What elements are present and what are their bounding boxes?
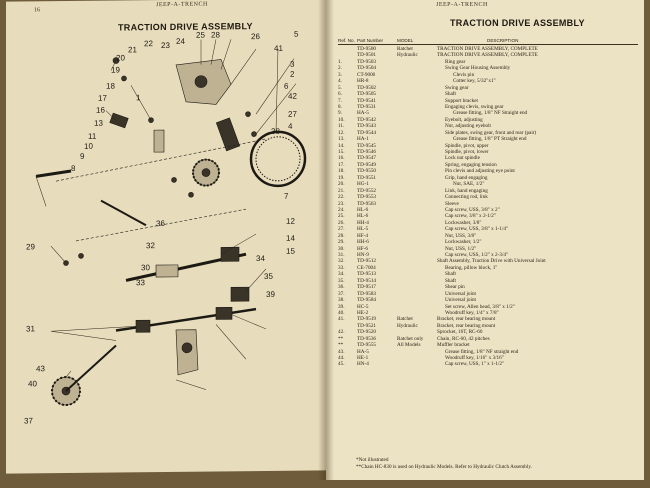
description-cell: Bracket, rear bearing mount	[437, 316, 496, 323]
callout: 12	[286, 216, 295, 226]
callout: 43	[36, 364, 45, 374]
ref-cell: 23.	[338, 200, 345, 207]
part-number-cell: TD-9500	[357, 46, 377, 52]
callout: 9	[80, 151, 85, 161]
description-cell: Clevis pin	[453, 71, 475, 78]
ref-cell: 33.	[338, 264, 345, 271]
ref-cell: 38.	[338, 297, 345, 304]
part-number-cell: TD-9512	[357, 258, 377, 265]
model-cell: Hydraulic	[397, 322, 418, 329]
callout: 23	[161, 40, 170, 51]
part-number-cell: TD-9551	[357, 174, 377, 181]
callout: 28	[211, 30, 220, 40]
part-number-cell: TD-9553	[357, 194, 377, 201]
parts-table-body	[338, 46, 638, 368]
part-number-cell: HR-8	[357, 78, 369, 85]
ref-cell: **	[338, 342, 344, 349]
footnote: **Chain HC-830 is used on Hydraulic Models. Refer to Hydraulic Clutch Assembly.	[356, 464, 532, 470]
part-number-cell: HL-5	[357, 226, 369, 233]
ref-cell: 30.	[338, 245, 345, 252]
part-number-cell: TD-9501	[357, 52, 377, 59]
ref-cell: 18.	[338, 168, 345, 175]
left-page	[6, 0, 326, 474]
ref-cell: 40.	[338, 309, 345, 316]
description-cell: Ring gear	[445, 58, 466, 65]
callout: 37	[24, 416, 33, 426]
callout: 14	[286, 233, 295, 243]
description-cell: Link, hand engaging	[445, 187, 488, 194]
description-cell: Shaft Assembly, Traction Drive with Universal Joint	[437, 258, 546, 265]
callout: 7	[284, 191, 289, 201]
part-number-cell: HG-1	[357, 181, 369, 188]
ref-cell: 25.	[338, 213, 345, 220]
description-cell: Cap screw, 3/8" x 2-1/2"	[445, 213, 497, 220]
callout: 33	[136, 278, 145, 288]
part-number-cell: TD-9505	[357, 91, 377, 98]
header-description: DESCRIPTION	[487, 38, 519, 43]
part-number-cell: TD-9584	[357, 297, 377, 304]
callout: 4	[288, 121, 293, 131]
header-ref: Ref. No.	[338, 38, 355, 43]
description-cell: Connecting rod, link	[445, 194, 488, 201]
callout: 22	[144, 39, 153, 49]
callout: 5	[294, 29, 299, 39]
callout: 18	[106, 81, 115, 91]
callout: 40	[28, 379, 37, 389]
ref-cell: 27.	[338, 226, 345, 233]
ref-cell: 24.	[338, 206, 345, 213]
gear-housing	[176, 59, 240, 151]
header-part-number: Part Number	[357, 38, 384, 43]
part-number-cell: HF-4	[357, 232, 368, 239]
callout: 32	[146, 241, 155, 251]
part-number-cell: CT-9006	[357, 71, 376, 78]
swing-gear	[193, 159, 219, 185]
part-number-cell: TD-9521	[357, 322, 377, 329]
model-cell	[397, 361, 437, 367]
description-cell: Spindle, pivot, lower	[445, 149, 489, 155]
part-number-cell: HL-6	[357, 206, 369, 213]
part-number-cell: TD-9536	[357, 335, 377, 342]
part-number-cell: HE-2	[357, 309, 369, 316]
ref-cell: 34.	[338, 271, 345, 278]
part-number-cell: TD-9514	[357, 277, 377, 284]
description-cell: Side plates, swing gear, front and rear (pair)	[445, 129, 537, 136]
part-number-cell: TD-9547	[357, 155, 377, 162]
description-cell: Nut, USS, 3/8"	[445, 232, 477, 239]
description-cell: Eyebolt, adjusting	[445, 116, 483, 123]
part-number-cell: TD-9583	[357, 290, 377, 297]
right-page-title: TRACTION DRIVE ASSEMBLY	[450, 18, 585, 28]
model-cell: All Models	[397, 342, 421, 349]
ref-cell: 7.	[338, 97, 342, 104]
part-number-cell: TD-9552	[357, 187, 377, 194]
description-cell: Shear pin	[445, 284, 465, 291]
description-cell: Bracket, rear bearing mount	[437, 322, 496, 329]
description-cell: Nut, USS, 1/2"	[445, 245, 477, 252]
description-cell: Universal joint	[445, 290, 476, 297]
part-number-cell: HA-1	[357, 136, 369, 143]
callout: 20	[116, 53, 125, 63]
description-cell: TRACTION DRIVE ASSEMBLY, COMPLETE	[437, 52, 538, 59]
description-cell: Grease fitting, 1/8" PT Straight end	[453, 136, 527, 143]
part-number-cell: TD-9504	[357, 65, 377, 72]
description-cell: Cap screw, USS, 1" x 1-1/2"	[445, 361, 505, 368]
part-number-cell: HH-4	[357, 219, 369, 226]
description-cell: Woodruff key, 1/16" x 3/16"	[445, 355, 504, 361]
model-cell: Ratchet only	[397, 335, 424, 342]
ref-cell: 44.	[338, 355, 345, 361]
description-cell: Spindle, pivot, upper	[445, 142, 489, 149]
callout: 8	[71, 163, 76, 173]
page-number: 16	[34, 7, 40, 14]
parts-list-table	[338, 38, 638, 368]
description-cell: Grease fitting, 1/8" NF straight end	[445, 348, 519, 355]
part-number-cell: HL-6	[357, 213, 369, 220]
ref-cell: 37.	[338, 290, 345, 297]
part-number-cell: TD-9541	[357, 97, 377, 104]
callout-numbers	[24, 30, 299, 426]
bearing-bracket	[176, 330, 198, 375]
ref-cell: 15.	[338, 149, 345, 155]
callout: 2	[290, 69, 295, 79]
description-cell: TRACTION DRIVE ASSEMBLY, COMPLETE	[437, 46, 538, 52]
ref-cell: 29.	[338, 239, 345, 246]
ref-cell: 12.	[338, 129, 345, 136]
description-cell: Support bracket	[445, 97, 478, 104]
callout: 10	[84, 141, 93, 151]
table-row	[338, 361, 638, 367]
description-cell: Grease fitting, 1/8" NF Straight end	[453, 110, 528, 117]
part-number-cell: TD-9555	[357, 342, 377, 349]
description-cell: Shaft	[445, 277, 456, 284]
ref-cell: 11.	[338, 123, 345, 130]
callout: 26	[251, 32, 260, 42]
ref-cell: 2.	[338, 65, 342, 72]
part-number-cell: TD-9543	[357, 123, 377, 130]
model-cell: Ratchet	[397, 46, 413, 52]
callout: 11	[88, 131, 97, 141]
part-number-cell: HF-6	[357, 245, 368, 252]
ref-cell: 36.	[338, 284, 345, 291]
part-number-cell: HA-5	[357, 110, 369, 117]
ref-cell: 19.	[338, 174, 345, 181]
description-cell: Lockwasher, 3/8"	[445, 219, 482, 226]
part-number-cell: TD-9563	[357, 200, 377, 207]
callout: 29	[26, 242, 35, 252]
description-cell: Engaging clevis, swing gear	[445, 103, 504, 110]
callout: 3	[290, 59, 295, 69]
ref-cell: 17.	[338, 161, 345, 168]
footnote: *Not illustrated	[356, 457, 389, 463]
callout: 42	[288, 91, 297, 101]
ref-cell: 1.	[338, 58, 342, 65]
callout: 31	[26, 324, 35, 334]
part-number-cell: TD-9513	[357, 271, 377, 278]
callout: 17	[98, 93, 107, 103]
footnotes	[356, 457, 532, 471]
callout: 36	[156, 219, 165, 229]
left-page-title: TRACTION DRIVE ASSEMBLY	[118, 21, 253, 33]
part-number-cell: TD-9502	[357, 84, 377, 91]
part-number-cell: CE-7004	[357, 264, 376, 271]
book-gutter	[318, 0, 334, 480]
model-cell: Hydraulic	[397, 52, 418, 59]
description-cell: Lockwasher, 1/2"	[445, 239, 482, 246]
part-number-cell: TD-9519	[357, 316, 377, 323]
part-number-cell: HN-9	[357, 252, 369, 258]
callout: 27	[288, 109, 297, 119]
callout: 6	[284, 81, 289, 91]
callout: 13	[94, 118, 103, 128]
description-cell: Nut, SAE, 1/2"	[453, 181, 485, 188]
description-cell: Pin clevis and adjusting eye point	[445, 168, 515, 175]
ref-cell: 35.	[338, 277, 345, 284]
callout: 35	[264, 271, 273, 281]
callout: 21	[127, 45, 137, 55]
part-number-cell: TD-9520	[357, 329, 377, 336]
description-cell: Chain, RC-60, 42 pitches	[437, 335, 490, 342]
part-number-cell: TD-9503	[357, 58, 377, 65]
ref-cell: 20.	[338, 181, 345, 188]
engaging-lever	[36, 113, 164, 227]
part-number-cell: TD-9517	[357, 284, 377, 291]
ref-cell: 31.	[338, 252, 345, 258]
running-head-right: JEEP-A-TRENCH	[436, 2, 488, 8]
description-cell: Sprocket, 16T, RC-60	[437, 329, 483, 336]
ref-cell: 10.	[338, 116, 345, 123]
ring-gear	[251, 132, 305, 187]
callout: 1	[136, 93, 141, 103]
ref-cell: 45.	[338, 361, 345, 368]
part-number-cell: TD-9544	[357, 129, 377, 136]
description-cell: Sleeve	[445, 200, 459, 207]
ref-cell: 14.	[338, 142, 345, 149]
description-cell: Spring, engaging tension	[445, 161, 497, 168]
part-number-cell: TD-9531	[357, 103, 377, 110]
ref-cell: 4.	[338, 78, 342, 85]
model-cell: Ratchet	[397, 316, 413, 323]
callout: 39	[266, 289, 275, 299]
ref-cell: **	[338, 335, 344, 342]
callout: 16	[96, 105, 105, 115]
part-number-cell: TD-9542	[357, 116, 377, 123]
callout: 30	[141, 263, 150, 273]
part-number-cell: HN-4	[357, 361, 369, 368]
ref-cell: 21.	[338, 187, 345, 194]
callout: 38	[271, 126, 280, 136]
ref-cell: 3.	[338, 71, 342, 78]
description-cell: Cap screw, USS, 3/8" x 2"	[445, 206, 500, 213]
ref-cell: 22.	[338, 194, 345, 201]
part-number-cell: HC-5	[357, 303, 369, 310]
ref-cell: 32.	[338, 258, 345, 265]
description-cell: Cotter key, 5/32"x1"	[453, 78, 496, 85]
parts-table-header	[338, 38, 638, 45]
callout: 25	[196, 30, 205, 40]
ref-cell: 43.	[338, 348, 345, 355]
ref-cell: 28.	[338, 232, 345, 239]
sprocket	[52, 346, 116, 406]
part-number-cell: TD-9546	[357, 149, 377, 155]
description-cell: Set screw, Allen head, 3/8" x 1/2"	[445, 303, 515, 310]
ref-cell: 42.	[338, 329, 345, 336]
callout: 15	[286, 246, 295, 256]
callout: 24	[176, 36, 185, 46]
callout: 41	[274, 43, 283, 53]
description-cell: Bearing, pillow block, 1"	[445, 264, 498, 271]
description-cell: Woodruff key, 1/4" x 7/8"	[445, 309, 499, 316]
description-cell: Shaft	[445, 91, 456, 98]
description-cell: Cap screw, USS, 3/8" x 1-1/4"	[445, 226, 509, 233]
header-model: MODEL	[397, 38, 414, 43]
ref-cell: 26.	[338, 219, 345, 226]
description-cell: Swing Gear Housing Assembly	[445, 65, 511, 72]
ref-cell: 8.	[338, 103, 342, 110]
universal-joint-shaft	[116, 247, 256, 332]
running-head-left: JEEP-A-TRENCH	[156, 1, 208, 9]
ref-cell: 6.	[338, 91, 342, 98]
ref-cell: 13.	[338, 136, 345, 143]
description-cell: Muffler bracket	[437, 342, 470, 349]
part-number-cell: HH-6	[357, 239, 369, 246]
callout: 34	[256, 253, 265, 264]
ref-cell: 9.	[338, 110, 342, 117]
callout: 19	[111, 65, 120, 75]
ref-cell: 16.	[338, 155, 345, 162]
description-cell: Grip, hand engaging	[445, 174, 488, 181]
part-number-cell: HA-5	[357, 348, 369, 355]
part-number-cell: HE-1	[357, 355, 369, 361]
description-cell: Shaft	[445, 271, 456, 278]
description-cell: Lock nut spindle	[445, 155, 480, 162]
ref-cell: 41.	[338, 316, 345, 323]
part-number-cell: TD-9549	[357, 161, 377, 168]
description-cell: Cap screw, USS, 1/2" x 2-3/4"	[445, 252, 509, 258]
part-number-cell: TD-9545	[357, 142, 377, 149]
description-cell: Universal joint	[445, 297, 476, 304]
description-cell: Nut, adjusting eyebolt	[445, 123, 491, 130]
description-cell: Swing gear	[445, 84, 469, 91]
part-number-cell: TD-9550	[357, 168, 377, 175]
exploded-parts-diagram	[16, 28, 316, 451]
ref-cell: 5.	[338, 84, 342, 91]
ref-cell: 39.	[338, 303, 345, 310]
